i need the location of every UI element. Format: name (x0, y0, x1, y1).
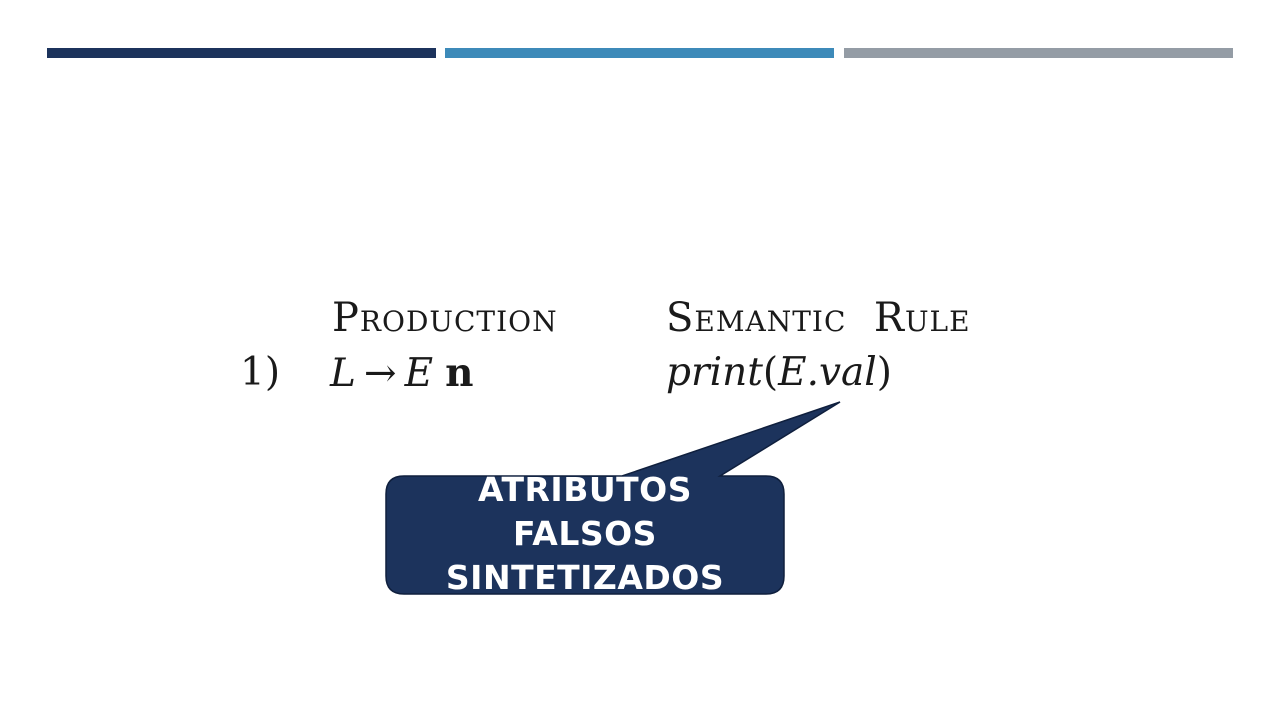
callout-line-2: FALSOS (513, 514, 657, 553)
callout-line-1: ATRIBUTOS (478, 474, 692, 509)
rule-close-paren: ) (876, 350, 892, 395)
rule-open-paren: ( (762, 350, 779, 395)
rule-argument: E.val (778, 350, 877, 395)
production-e: E (404, 351, 434, 396)
production-arrow: → (363, 351, 397, 396)
row-number: 1) (240, 350, 281, 395)
header-production: Production (332, 295, 558, 341)
callout-line-3: SINTETIZADOS (445, 558, 725, 594)
rule-function: print (666, 350, 763, 395)
callout-text (386, 474, 784, 594)
production-lhs: L (330, 351, 356, 396)
production-n-token: n (445, 350, 474, 396)
header-semantic-rule: Semantic Rule (666, 295, 971, 341)
